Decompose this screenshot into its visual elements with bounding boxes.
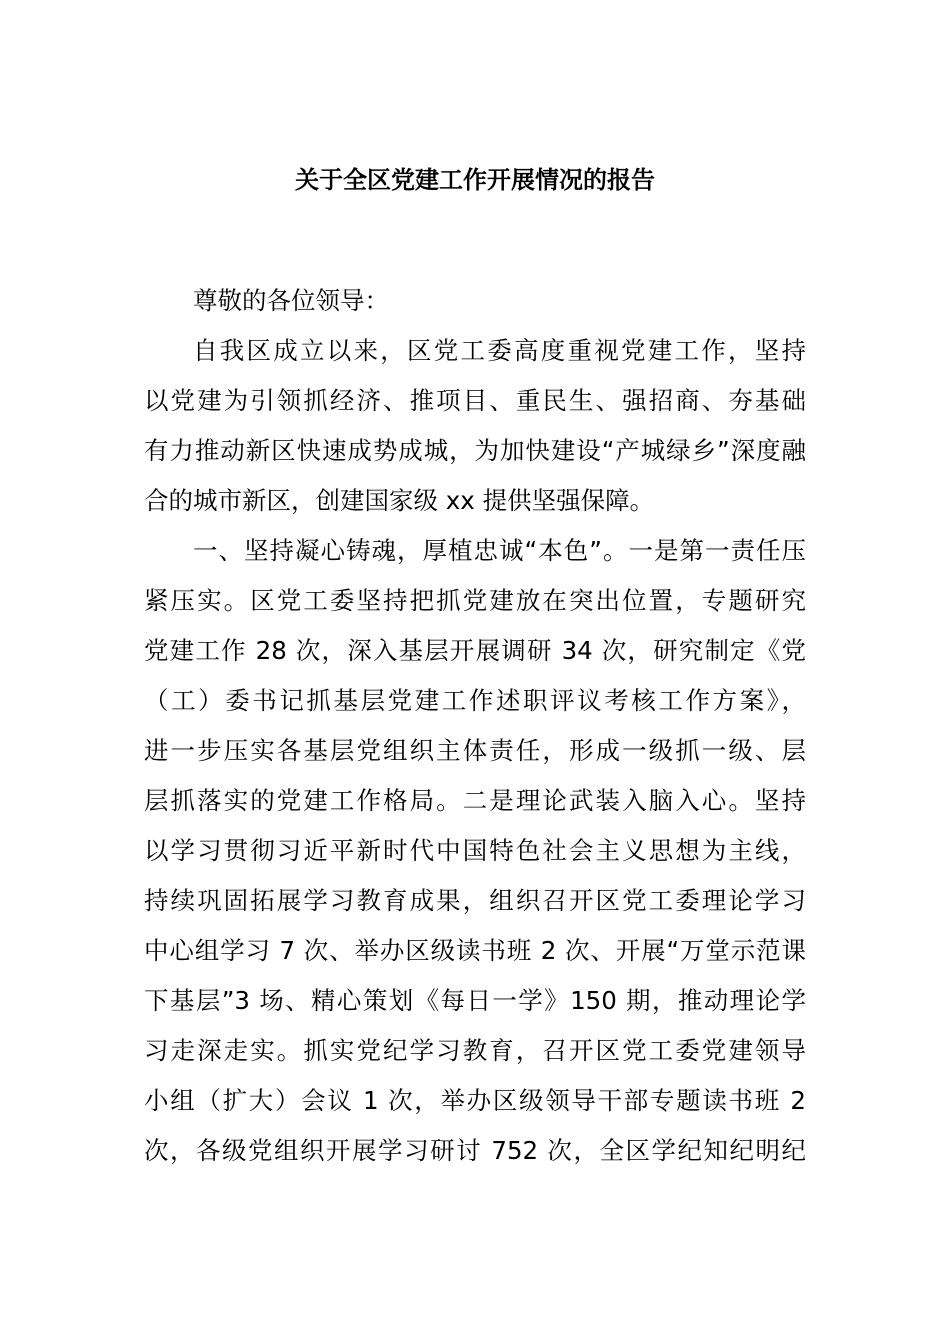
- paragraph2-line: 次，各级党组织开展学习研讨 752 次，全区学纪知纪明纪: [144, 1136, 806, 1165]
- document-title: 关于全区党建工作开展情况的报告: [295, 166, 655, 194]
- paragraph2-line: 层抓落实的党建工作格局。二是理论武装入脑入心。坚持: [144, 786, 806, 815]
- paragraph2-line: 一、坚持凝心铸魂，厚植忠诚“本色”。一是第一责任压: [193, 536, 806, 565]
- paragraph2-line: 持续巩固拓展学习教育成果，组织召开区党工委理论学习: [144, 886, 806, 915]
- paragraph2-line: 以学习贯彻习近平新时代中国特色社会主义思想为主线，: [144, 836, 806, 865]
- salutation: 尊敬的各位领导：: [193, 286, 389, 315]
- paragraph2-line: （工）委书记抓基层党建工作述职评议考核工作方案》，: [144, 686, 806, 715]
- paragraph2-line: 下基层”3 场、精心策划《每日一学》150 期，推动理论学: [144, 986, 806, 1015]
- paragraph2-line: 紧压实。区党工委坚持把抓党建放在突出位置，专题研究: [144, 586, 806, 615]
- paragraph1-line: 有力推动新区快速成势成城，为加快建设“产城绿乡”深度融: [144, 436, 806, 465]
- paragraph1-line: 合的城市新区，创建国家级 xx 提供坚强保障。: [144, 486, 655, 515]
- paragraph2-line: 进一步压实各基层党组织主体责任，形成一级抓一级、层: [144, 736, 806, 765]
- paragraph1-line: 自我区成立以来，区党工委高度重视党建工作，坚持: [193, 336, 806, 365]
- paragraph2-line: 中心组学习 7 次、举办区级读书班 2 次、开展“万堂示范课: [144, 936, 806, 965]
- paragraph2-line: 党建工作 28 次，深入基层开展调研 34 次，研究制定《党: [144, 636, 806, 665]
- paragraph2-line: 小组（扩大）会议 1 次，举办区级领导干部专题读书班 2: [144, 1086, 806, 1115]
- paragraph1-line: 以党建为引领抓经济、推项目、重民生、强招商、夯基础: [144, 386, 806, 415]
- paragraph2-line: 习走深走实。抓实党纪学习教育，召开区党工委党建领导: [144, 1036, 806, 1065]
